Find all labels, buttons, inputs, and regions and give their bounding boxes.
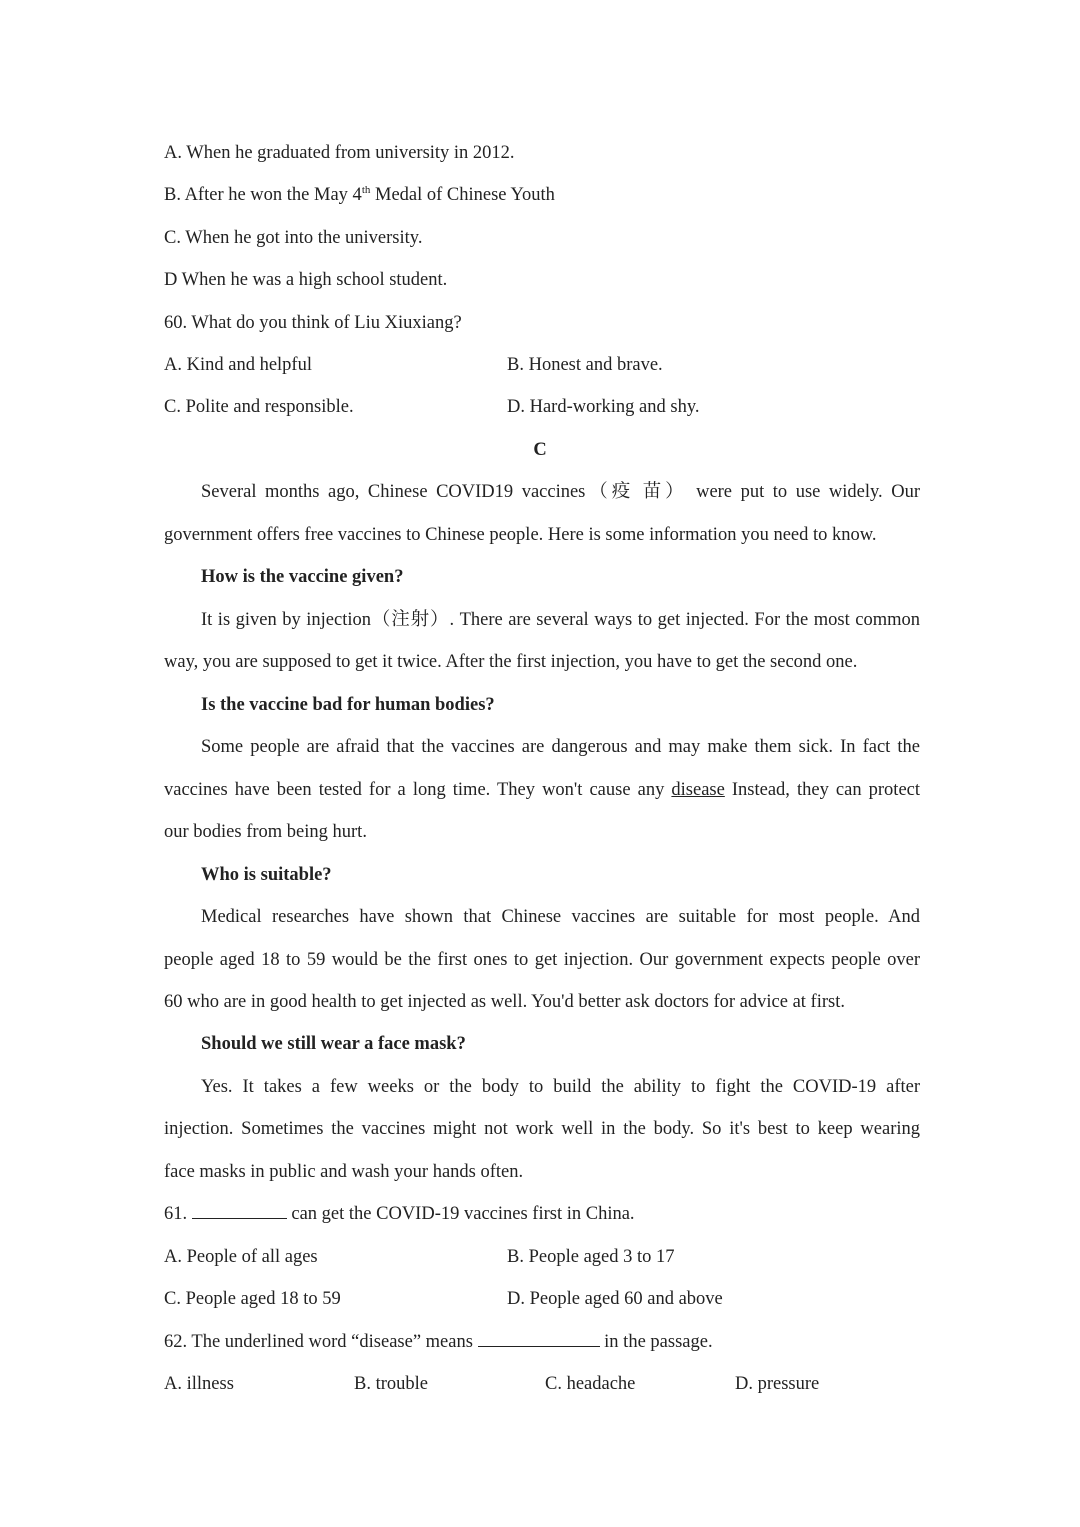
q61-question <box>164 1202 635 1226</box>
paragraph-line: Yes. It takes a few weeks or the body to build the ability to fight the COVID-19 after <box>201 1077 920 1097</box>
q59-option-a: A. When he graduated from university in 2012. <box>164 143 515 163</box>
q62-option-a: A. illness <box>164 1374 234 1394</box>
q59-option-b <box>164 183 555 207</box>
paragraph-line: injection. Sometimes the vaccines might not work well in the body. So it's best to keep wearing <box>164 1119 920 1139</box>
q62-option-d: D. pressure <box>735 1374 820 1394</box>
q62-question <box>164 1330 713 1354</box>
paragraph-line: 60 who are in good health to get injected as well. You'd better ask doctors for advice at first. <box>164 992 845 1012</box>
section-heading: C <box>533 440 547 460</box>
paragraph-line: It is given by injection（注射）. There are several ways to get injected. For the most common <box>201 610 920 630</box>
q61-option-b: B. People aged 3 to 17 <box>507 1247 675 1267</box>
q59-option-c: C. When he got into the university. <box>164 228 423 248</box>
paragraph-line <box>164 778 920 802</box>
q60-question: 60. What do you think of Liu Xiuxiang? <box>164 313 462 333</box>
q62-option-b: B. trouble <box>354 1374 428 1394</box>
paragraph-line: our bodies from being hurt. <box>164 822 367 842</box>
q59-option-b-superscript: th <box>361 183 371 196</box>
q59-option-d: D When he was a high school student. <box>164 270 448 290</box>
paragraph-line: way, you are supposed to get it twice. After the first injection, you have to get the second one. <box>164 652 858 672</box>
q59-option-b-text-end: Medal of Chinese Youth <box>370 185 555 205</box>
q60-option-b: B. Honest and brave. <box>507 355 663 375</box>
q62-text: 62. The underlined word “disease” means <box>164 1332 478 1352</box>
q62-text-end: in the passage. <box>599 1332 713 1352</box>
paragraph-line: Medical researches have shown that Chinese vaccines are suitable for most people. And <box>201 907 920 927</box>
intro-paragraph-line: Several months ago, Chinese COVID19 vaccines（疫 苗） were put to use widely. Our <box>201 482 920 502</box>
q60-option-d: D. Hard-working and shy. <box>507 397 700 417</box>
paragraph-text: vaccines have been tested for a long time. They won't cause any <box>164 780 672 800</box>
intro-paragraph-line: government offers free vaccines to Chinese people. Here is some information you need to know. <box>164 525 877 545</box>
answer-blank <box>478 1330 600 1347</box>
paragraph-line: Some people are afraid that the vaccines are dangerous and may make them sick. In fact the <box>201 737 920 757</box>
subheading: How is the vaccine given? <box>201 567 404 587</box>
q59-option-b-text: B. After he won the May 4 <box>164 185 362 205</box>
underlined-word: disease <box>671 780 725 800</box>
q62-option-c: C. headache <box>545 1374 636 1394</box>
q61-text: can get the COVID-19 vaccines first in China. <box>286 1204 635 1224</box>
q60-option-a: A. Kind and helpful <box>164 355 312 375</box>
q61-number: 61. <box>164 1204 188 1224</box>
q61-option-d: D. People aged 60 and above <box>507 1289 723 1309</box>
q61-option-a: A. People of all ages <box>164 1247 318 1267</box>
paragraph-line: people aged 18 to 59 would be the first ones to get injection. Our government expects people over <box>164 950 920 970</box>
subheading: Who is suitable? <box>201 865 332 885</box>
subheading: Should we still wear a face mask? <box>201 1034 466 1054</box>
paragraph-line: face masks in public and wash your hands often. <box>164 1162 524 1182</box>
q60-option-c: C. Polite and responsible. <box>164 397 354 417</box>
subheading: Is the vaccine bad for human bodies? <box>201 695 495 715</box>
paragraph-text: Instead, they can protect <box>724 780 920 800</box>
q61-option-c: C. People aged 18 to 59 <box>164 1289 341 1309</box>
answer-blank <box>192 1202 287 1219</box>
